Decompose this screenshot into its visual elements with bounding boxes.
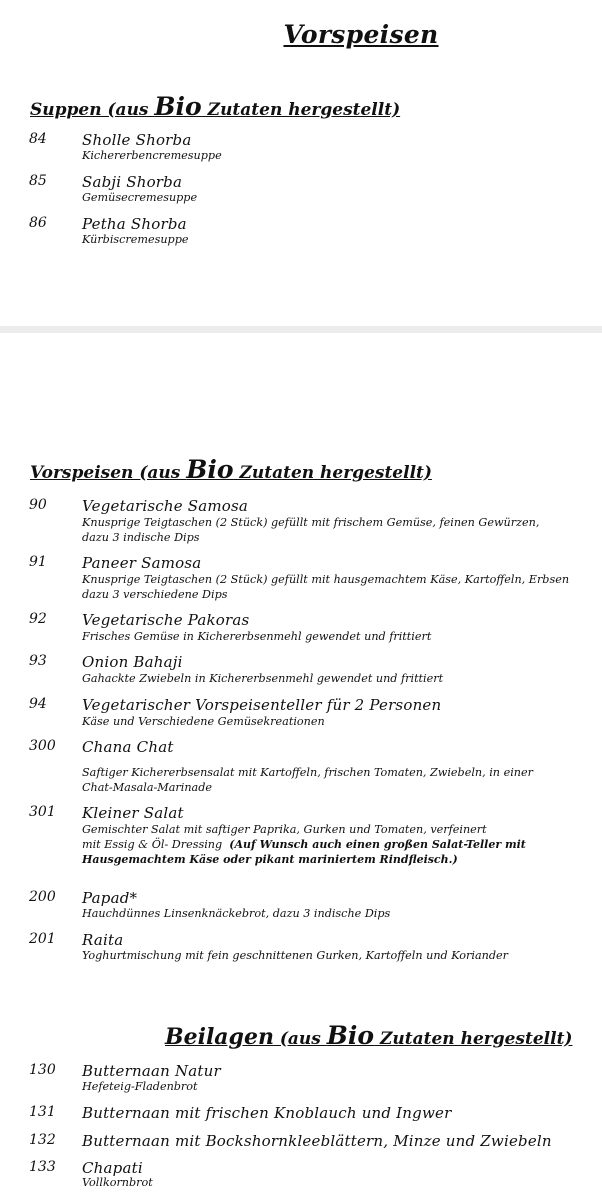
item-number: 201 [29, 931, 56, 947]
vorspeisen-heading-bio: Bio [186, 455, 234, 484]
item-name: Kleiner Salat [82, 804, 184, 822]
item-description-line2 [82, 838, 602, 852]
item-description-line2: dazu 3 verschiedene Dips [82, 588, 228, 601]
item-note-line1: (Auf Wunsch auch einen großen Salat-Teller mit [229, 838, 526, 851]
item-name: Chapati [82, 1159, 143, 1177]
item-name: Butternaan mit Bockshornkleeblättern, Minze und Zwiebeln [82, 1132, 552, 1150]
item-description: Vollkornbrot [82, 1176, 153, 1189]
item-name: Papad* [82, 889, 138, 907]
item-description: Kürbiscremesuppe [82, 233, 189, 246]
item-description-line2-text: mit Essig & Öl- Dressing [82, 838, 223, 851]
item-number: 200 [29, 889, 56, 905]
item-description-line1: Knusprige Teigtaschen (2 Stück) gefüllt mit hausgemachtem Käse, Kartoffeln, Erbsen [82, 573, 570, 586]
item-number: 91 [29, 554, 47, 570]
item-name: Sholle Shorba [82, 131, 192, 149]
beilagen-heading-pre: (aus [273, 1029, 327, 1049]
vorspeisen-heading [30, 455, 432, 484]
item-name: Chana Chat [82, 738, 174, 756]
item-name: Vegetarischer Vorspeisenteller für 2 Personen [82, 696, 442, 714]
item-description-line2: Chat-Masala-Marinade [82, 781, 212, 794]
suppen-heading [30, 92, 400, 121]
item-description-line1: Saftiger Kichererbsensalat mit Kartoffeln, frischen Tomaten, Zwiebeln, in einer [82, 766, 533, 779]
item-note-line2: Hausgemachtem Käse oder pikant mariniertem Rindfleisch.) [82, 853, 458, 866]
item-number: 93 [29, 653, 47, 669]
vorspeisen-heading-pre: Vorspeisen (aus [30, 463, 187, 483]
vorspeisen-heading-post: Zutaten hergestellt) [233, 463, 432, 483]
suppen-heading-bio: Bio [154, 92, 202, 121]
item-number: 301 [29, 804, 56, 820]
item-name: Vegetarische Samosa [82, 497, 249, 515]
item-number: 85 [29, 173, 47, 189]
item-number: 84 [29, 131, 47, 147]
item-name: Sabji Shorba [82, 173, 183, 191]
item-number: 86 [29, 215, 47, 231]
item-number: 131 [29, 1104, 56, 1120]
page-title: Vorspeisen [283, 20, 439, 49]
item-name: Vegetarische Pakoras [82, 611, 250, 629]
item-description-line1: Frisches Gemüse in Kichererbsenmehl gewendet und frittiert [82, 630, 432, 643]
beilagen-heading-post: Zutaten hergestellt) [374, 1029, 573, 1049]
item-name: Butternaan mit frischen Knoblauch und Ingwer [82, 1104, 452, 1122]
menu-page-1 [0, 0, 602, 326]
item-description-line1: Knusprige Teigtaschen (2 Stück) gefüllt mit frischem Gemüse, feinen Gewürzen, [82, 516, 540, 529]
suppen-heading-pre: Suppen (aus [30, 100, 155, 120]
item-name: Petha Shorba [82, 215, 187, 233]
beilagen-heading [165, 1021, 572, 1050]
item-number: 300 [29, 738, 56, 754]
item-number: 90 [29, 497, 47, 513]
suppen-heading-post: Zutaten hergestellt) [201, 100, 401, 120]
beilagen-heading-first: Beilagen [165, 1024, 274, 1050]
item-description-line1: Yoghurtmischung mit fein geschnittenen Gurken, Kartoffeln und Koriander [82, 949, 508, 962]
item-number: 94 [29, 696, 47, 712]
item-number: 132 [29, 1132, 56, 1148]
beilagen-heading-bio: Bio [326, 1021, 375, 1050]
item-number: 133 [29, 1159, 56, 1175]
item-description-line1: Hauchdünnes Linsenknäckebrot, dazu 3 indische Dips [82, 907, 391, 920]
item-number: 92 [29, 611, 47, 627]
item-description-line1: Gemischter Salat mit saftiger Paprika, Gurken und Tomaten, verfeinert [82, 823, 487, 836]
item-description: Gemüsecremesuppe [82, 191, 198, 204]
item-description-line1: Gahackte Zwiebeln in Kichererbsenmehl gewendet und frittiert [82, 672, 444, 685]
item-name: Paneer Samosa [82, 554, 202, 572]
item-description-line1: Käse und Verschiedene Gemüsekreationen [82, 715, 325, 728]
item-name: Onion Bahaji [82, 653, 183, 671]
item-description: Hefeteig-Fladenbrot [82, 1080, 198, 1093]
item-name: Raita [82, 931, 124, 949]
item-description: Kichererbencremesuppe [82, 149, 222, 162]
menu-page-2 [0, 333, 602, 1200]
item-description-line2: dazu 3 indische Dips [82, 531, 200, 544]
item-number: 130 [29, 1062, 56, 1078]
item-name: Butternaan Natur [82, 1062, 221, 1080]
page-separator [0, 326, 602, 333]
